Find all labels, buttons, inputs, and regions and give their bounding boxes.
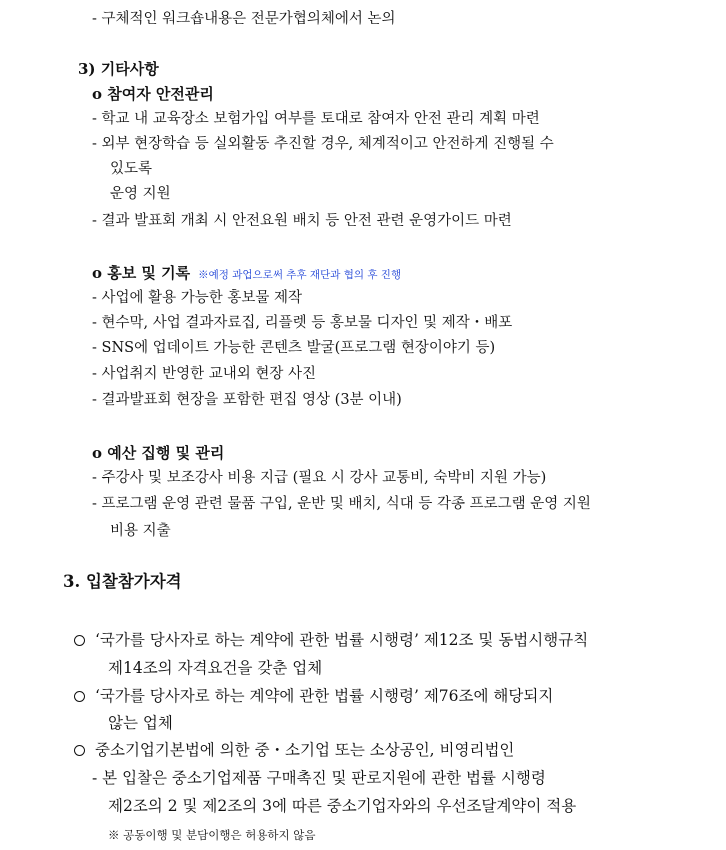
heading-promotion-record — [92, 263, 401, 285]
promo-item-design: - 현수막, 사업 결과자료집, 리플렛 등 홍보물 디자인 및 제작・배포 — [92, 315, 513, 331]
eligibility-item-1-cont: 제14조의 자격요건을 갖춘 업체 — [108, 659, 323, 677]
section-heading-eligibility: 3. 입찰참가자격 — [63, 572, 182, 591]
promo-item-materials: - 사업에 활용 가능한 홍보물 제작 — [92, 290, 303, 306]
circle-bullet-icon — [74, 745, 85, 756]
workshop-note-line: - 구체적인 워크숍내용은 전문가협의체에서 논의 — [92, 11, 396, 27]
promotion-note: ※예정 과업으로써 추후 재단과 협의 후 진행 — [198, 269, 402, 281]
eligibility-sub-item: - 본 입찰은 중소기업제품 구매촉진 및 판로지원에 관한 법률 시행령 — [92, 769, 546, 787]
heading-safety-management: o 참여자 안전관리 — [92, 85, 214, 103]
budget-item-program-cont: 비용 지출 — [110, 523, 171, 539]
eligibility-item-3 — [74, 740, 514, 760]
circle-bullet-icon — [74, 691, 85, 702]
eligibility-item-1 — [74, 630, 588, 650]
safety-item-outdoor: - 외부 현장학습 등 실외활동 추진할 경우, 체계적이고 안전하게 진행될 수 — [92, 136, 554, 152]
promo-item-sns: - SNS에 업데이트 가능한 콘텐츠 발굴(프로그램 현장이야기 등) — [92, 340, 496, 356]
safety-item-outdoor-cont: 있도록 — [110, 161, 153, 177]
eligibility-item-1-text: ‘국가를 당사자로 하는 계약에 관한 법률 시행령’ 제12조 및 동법시행규칙 — [95, 631, 589, 649]
safety-item-guide: - 결과 발표회 개최 시 안전요원 배치 등 안전 관련 운영가이드 마련 — [92, 213, 512, 229]
promo-item-photos: - 사업취지 반영한 교내외 현장 사진 — [92, 366, 317, 382]
heading-budget: o 예산 집행 및 관리 — [92, 444, 225, 462]
budget-item-program: - 프로그램 운영 관련 물품 구입, 운반 및 배치, 식대 등 각종 프로그램 운영 지원 — [92, 496, 591, 512]
promo-item-video: - 결과발표회 현장을 포함한 편집 영상 (3분 이내) — [92, 392, 402, 408]
eligibility-item-2 — [74, 686, 553, 706]
eligibility-item-2-text: ‘국가를 당사자로 하는 계약에 관한 법률 시행령’ 제76조에 해당되지 — [95, 687, 554, 705]
safety-item-insurance: - 학교 내 교육장소 보험가입 여부를 토대로 참여자 안전 관리 계획 마련 — [92, 111, 540, 127]
budget-item-instructor: - 주강사 및 보조강사 비용 지급 (필요 시 강사 교통비, 숙박비 지원 가능) — [92, 470, 547, 486]
eligibility-item-2-cont: 않는 업체 — [108, 714, 173, 732]
promotion-heading-label: o 홍보 및 기록 — [92, 264, 191, 282]
subsection-heading-misc: 3) 기타사항 — [78, 60, 159, 78]
circle-bullet-icon — [74, 635, 85, 646]
joint-performance-note: ※ 공동이행 및 분담이행은 허용하지 않음 — [108, 828, 316, 842]
safety-item-outdoor-cont2: 운영 지원 — [110, 186, 171, 202]
eligibility-sub-item-cont: 제2조의 2 및 제2조의 3에 따른 중소기업자와의 우선조달계약이 적용 — [108, 797, 577, 815]
eligibility-item-3-text: 중소기업기본법에 의한 중・소기업 또는 소상공인, 비영리법인 — [95, 741, 515, 759]
